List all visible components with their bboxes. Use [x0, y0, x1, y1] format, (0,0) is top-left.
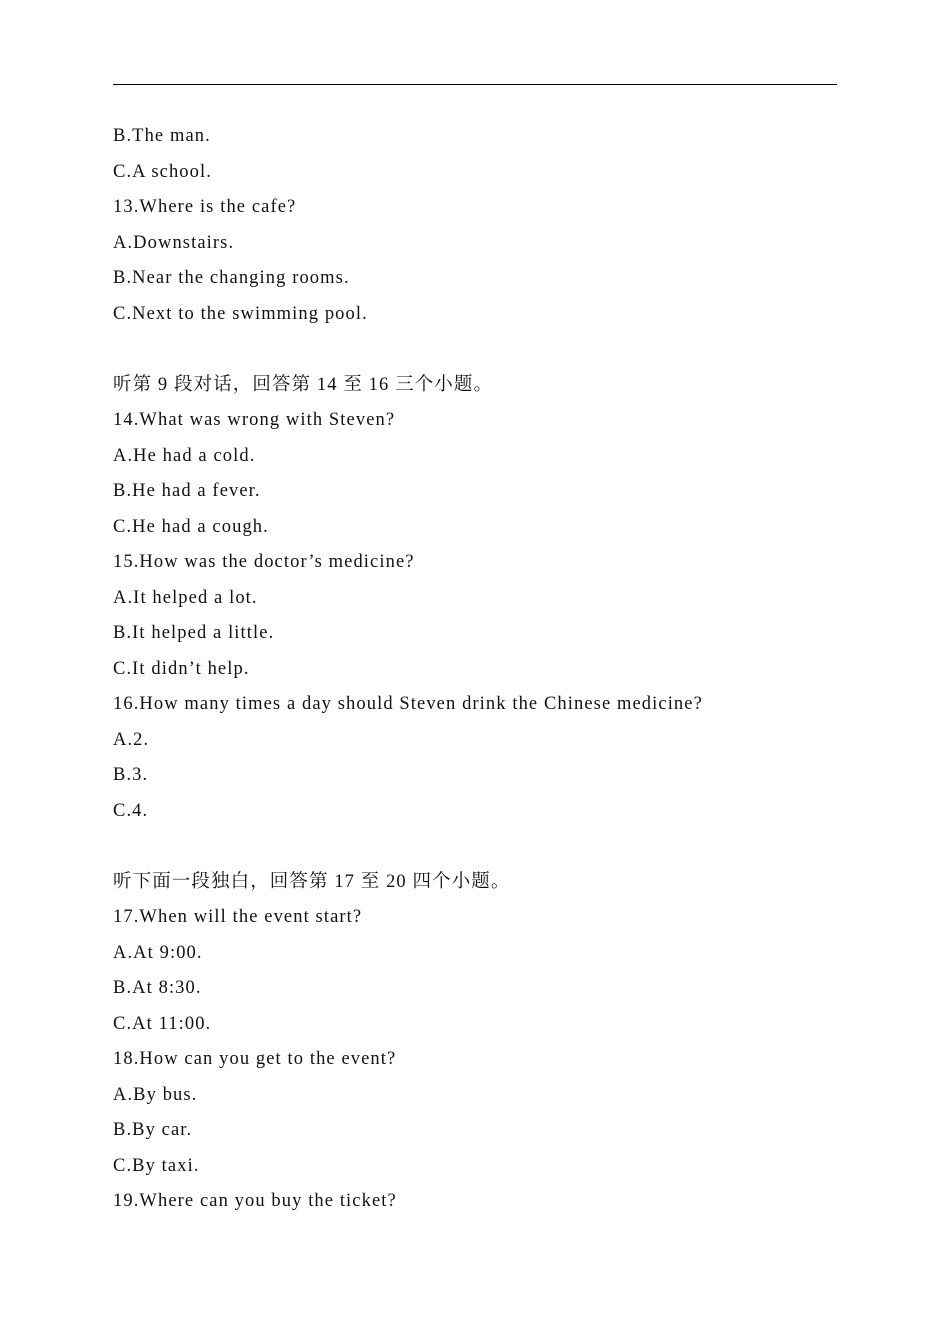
- option-c-14: C.He had a cough.: [113, 516, 269, 537]
- option-b-18: B.By car.: [113, 1120, 193, 1140]
- option-b-15: B.It helped a little.: [113, 623, 275, 643]
- document-body: [113, 119, 837, 1220]
- option-c-12: C.A school.: [113, 161, 212, 182]
- question-19: 19.Where can you buy the ticket?: [113, 1191, 397, 1211]
- option-a-16: A.2.: [113, 729, 150, 750]
- option-c-13: C.Next to the swimming pool.: [113, 303, 368, 324]
- question-15: 15.How was the doctor’s medicine?: [113, 552, 415, 572]
- option-a-18: A.By bus.: [113, 1084, 198, 1105]
- option-b-13: B.Near the changing rooms.: [113, 268, 350, 288]
- option-c-18: C.By taxi.: [113, 1155, 200, 1176]
- section-instruction-monologue: 听下面一段独白，回答第 17 至 20 四个小题。: [113, 871, 511, 892]
- question-13: 13.Where is the cafe?: [113, 197, 297, 217]
- question-18: 18.How can you get to the event?: [113, 1049, 397, 1069]
- section-instruction-dialogue-9: 听第 9 段对话，回答第 14 至 16 三个小题。: [113, 374, 494, 395]
- option-a-17: A.At 9:00.: [113, 942, 203, 963]
- option-b-14: B.He had a fever.: [113, 481, 261, 501]
- option-a-15: A.It helped a lot.: [113, 587, 258, 608]
- option-b-17: B.At 8:30.: [113, 978, 202, 998]
- option-a-13: A.Downstairs.: [113, 232, 235, 253]
- option-c-15: C.It didn’t help.: [113, 658, 250, 679]
- option-a-14: A.He had a cold.: [113, 445, 256, 466]
- option-c-17: C.At 11:00.: [113, 1013, 212, 1034]
- question-17: 17.When will the event start?: [113, 907, 363, 927]
- header-rule: [113, 84, 837, 85]
- option-b-16: B.3.: [113, 765, 149, 785]
- section-gap: [113, 332, 837, 368]
- option-b-12: B.The man.: [113, 126, 211, 146]
- option-c-16: C.4.: [113, 800, 149, 821]
- section-gap: [113, 829, 837, 865]
- question-14: 14.What was wrong with Steven?: [113, 410, 396, 430]
- question-16: 16.How many times a day should Steven drink the Chinese medicine?: [113, 694, 703, 714]
